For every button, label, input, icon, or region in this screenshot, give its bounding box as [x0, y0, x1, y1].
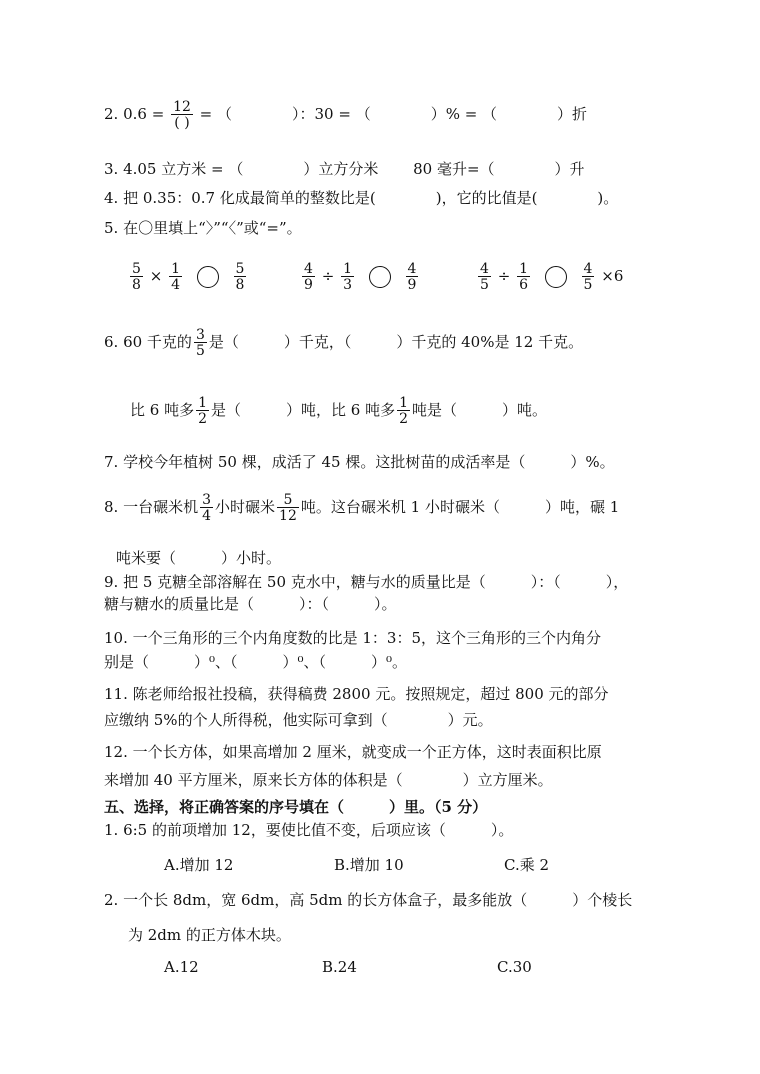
- compare-expression-2: $\frac{4}{9}$ ÷ $\frac{1}{3}$ $\frac{4}{9}$: [304, 261, 417, 293]
- compare-circle[interactable]: [545, 266, 567, 288]
- question-6: 6. 60 千克的 $\frac{3}{5}$ 是（ ）千克，（ ）千克的 40%是 12 千克。: [104, 327, 584, 359]
- question-9: 9. 把 5 克糖全部溶解在 50 克水中，糖与水的质量比是（ ）：（ ），: [104, 573, 629, 591]
- choice-1-option-a[interactable]: A.增加 12: [164, 856, 234, 874]
- question-11-continued: 应缴纳 5%的个人所得税，他实际可拿到（ ）元。: [104, 711, 493, 729]
- question-8-continued: 吨米要（ ）小时。: [116, 549, 282, 567]
- fraction: $\frac{12}{( )}$: [173, 99, 191, 131]
- question-10-continued: 别是（ ）⁰、（ ）⁰、（ ）⁰。: [104, 653, 408, 671]
- choice-question-2-continued: 为 2dm 的正方体木块。: [128, 926, 291, 944]
- question-11: 11. 陈老师给报社投稿，获得稿费 2800 元。按照规定，超过 800 元的部分: [104, 685, 609, 703]
- question-2: 2. 0.6 = $\frac{12}{( )}$ = （ ）：30 = （ ）% = （ ）折: [104, 99, 588, 131]
- choice-question-2: 2. 一个长 8dm，宽 6dm，高 5dm 的长方体盒子，最多能放（ ）个棱长: [104, 891, 633, 909]
- question-10: 10. 一个三角形的三个内角度数的比是 1：3：5，这个三角形的三个内角分: [104, 629, 602, 647]
- question-12: 12. 一个长方体，如果高增加 2 厘米，就变成一个正方体，这时表面积比原: [104, 743, 602, 761]
- question-5-prompt: 5. 在〇里填上“〉”“〈”或“=”。: [104, 219, 302, 237]
- compare-circle[interactable]: [369, 266, 391, 288]
- question-7: 7. 学校今年植树 50 棵，成活了 45 棵。这批树苗的成活率是（ ）%。: [104, 453, 615, 471]
- question-3: 3. 4.05 立方米 = （ ）立方分米 80 毫升=（ ）升: [104, 160, 585, 178]
- compare-expression-3: $\frac{4}{5}$ ÷ $\frac{1}{6}$ $\frac{4}{5}$ ×6: [480, 261, 624, 293]
- choice-2-option-a[interactable]: A.12: [164, 958, 199, 976]
- question-9-continued: 糖与糖水的质量比是（ ）：（ ）。: [104, 595, 397, 613]
- question-4: 4. 把 0.35：0.7 化成最简单的整数比是( )，它的比值是( )。: [104, 189, 619, 207]
- compare-circle[interactable]: [197, 266, 219, 288]
- question-6-part-b: 比 6 吨多 $\frac{1}{2}$ 是（ ）吨，比 6 吨多 $\frac{1}{2}$ 吨是（ ）吨。: [130, 395, 548, 427]
- compare-expression-1: $\frac{5}{8}$ × $\frac{1}{4}$ $\frac{5}{8}$: [132, 261, 245, 293]
- choice-question-1: 1. 6:5 的前项增加 12，要使比值不变，后项应该（ ）。: [104, 821, 514, 839]
- choice-2-option-c[interactable]: C.30: [497, 958, 532, 976]
- question-8: 8. 一台碾米机 $\frac{3}{4}$ 小时碾米 $\frac{5}{12}$ 吨。这台碾米机 1 小时碾米（ ）吨，碾 1: [104, 492, 620, 524]
- question-12-continued: 来增加 40 平方厘米，原来长方体的体积是（ ）立方厘米。: [104, 771, 553, 789]
- choice-1-option-b[interactable]: B.增加 10: [334, 856, 404, 874]
- choice-1-option-c[interactable]: C.乘 2: [504, 856, 550, 874]
- section-5-heading: 五、选择，将正确答案的序号填在（ ）里。（5 分）: [104, 798, 488, 816]
- choice-2-option-b[interactable]: B.24: [322, 958, 357, 976]
